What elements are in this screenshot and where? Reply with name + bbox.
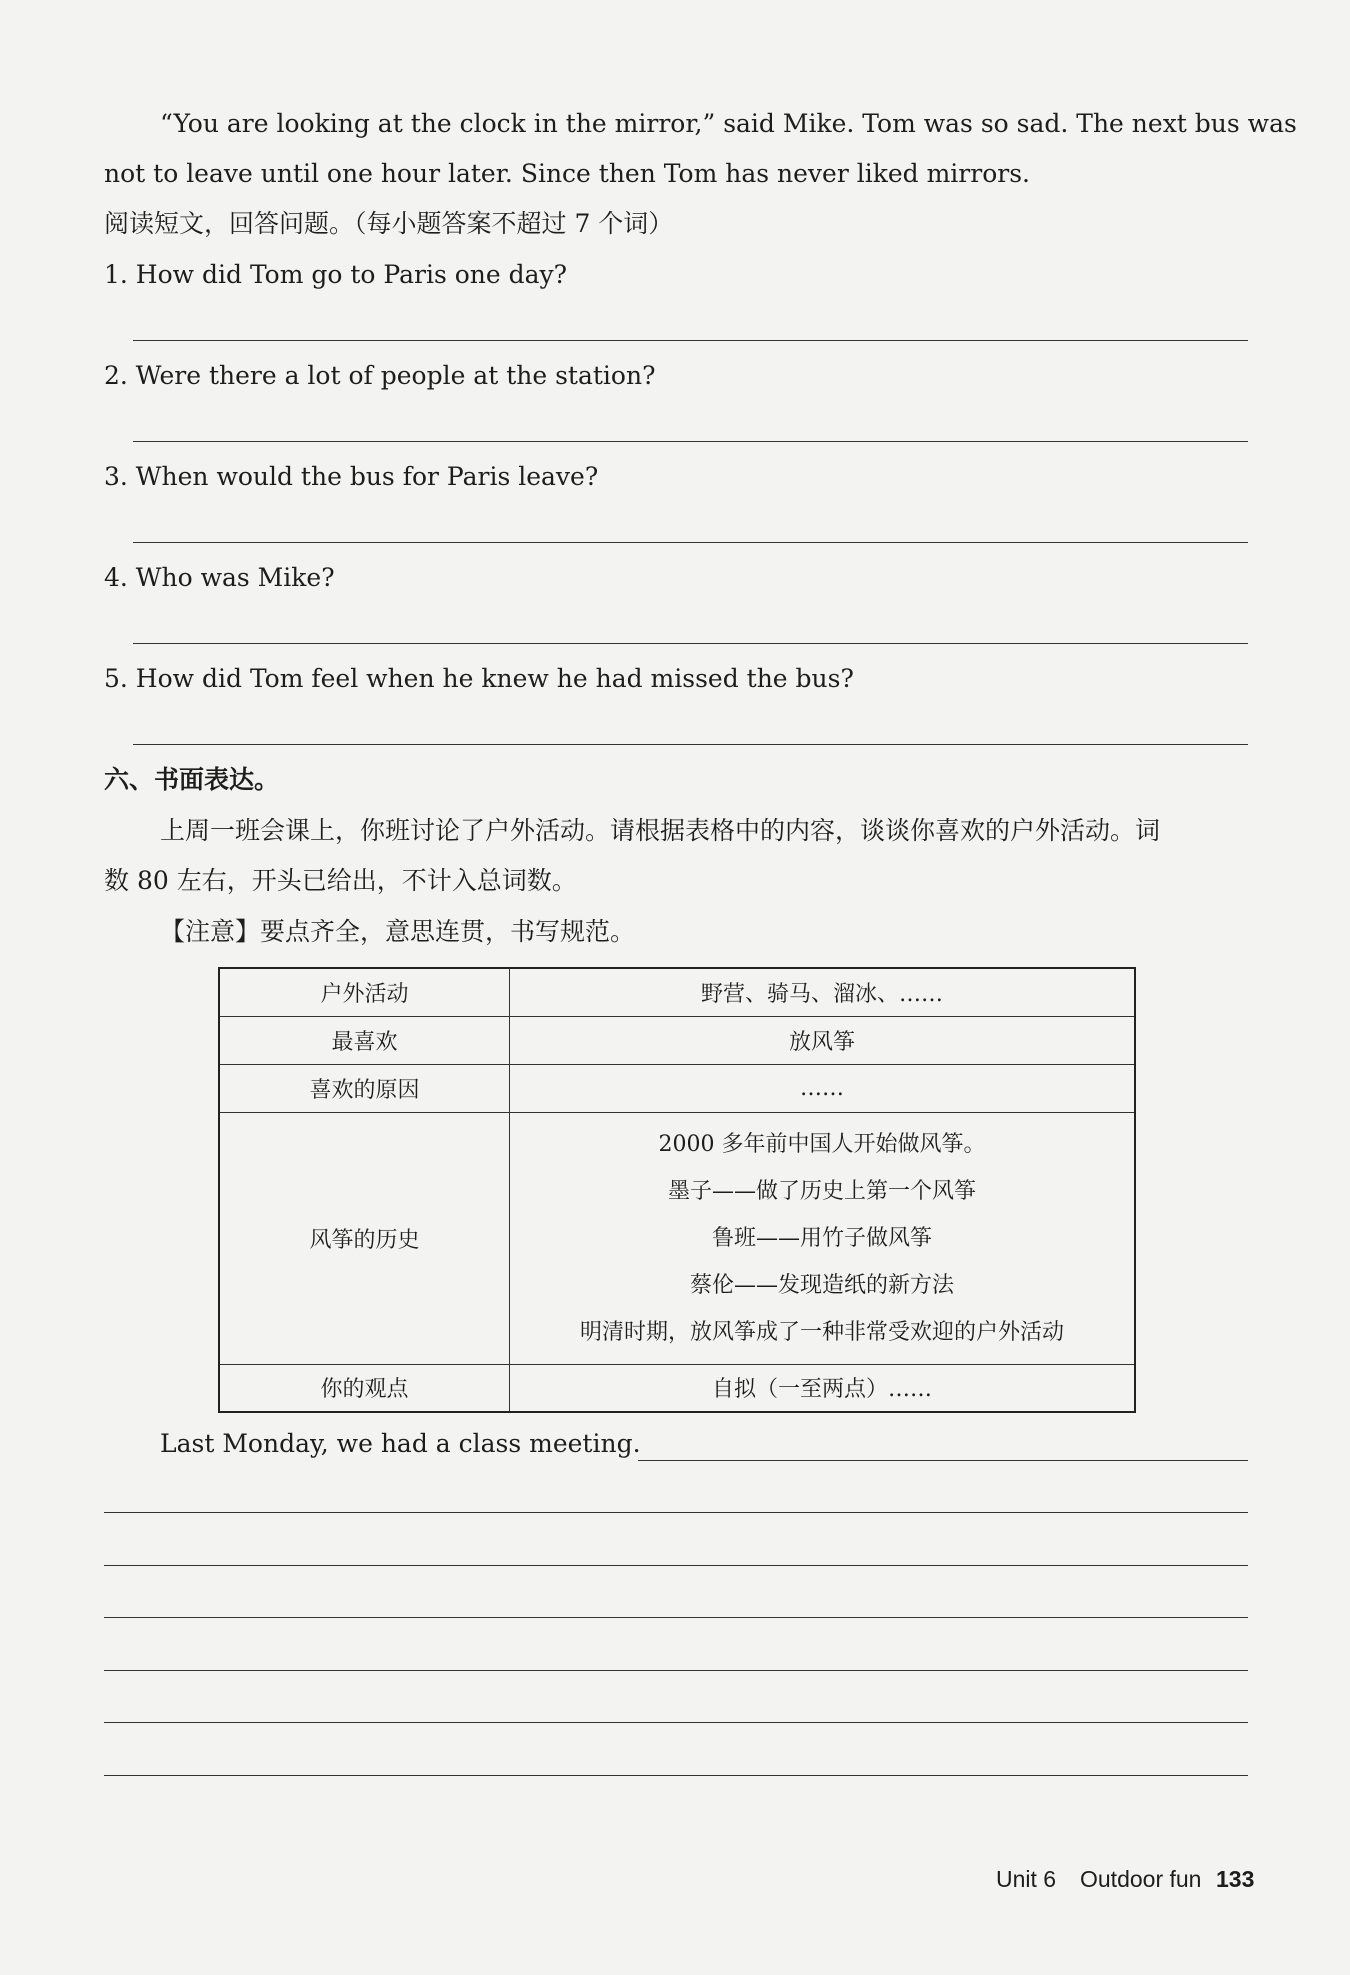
- table-row: [219, 1064, 1135, 1112]
- row-content: 放风筝: [510, 1016, 1136, 1064]
- footer-unit: Unit 6: [996, 1866, 1057, 1892]
- history-line: 明清时期，放风筝成了一种非常受欢迎的户外活动: [579, 1319, 1064, 1345]
- writing-line[interactable]: [104, 1722, 1248, 1723]
- answer-line-3[interactable]: [133, 542, 1248, 543]
- writing-line[interactable]: [104, 1565, 1248, 1566]
- row-label: 最喜欢: [219, 1016, 510, 1064]
- question-1: 1. How did Tom go to Paris one day?: [104, 260, 568, 289]
- outline-table: [218, 967, 1136, 1413]
- table-row: [219, 1016, 1135, 1064]
- writing-line[interactable]: [104, 1670, 1248, 1671]
- writing-note: 【注意】要点齐全，意思连贯，书写规范。: [160, 917, 636, 946]
- row-content: 自拟（一至两点）……: [510, 1364, 1136, 1412]
- passage-line-2: not to leave until one hour later. Since then Tom has never liked mirrors.: [104, 159, 1030, 188]
- row-label: 风筝的历史: [219, 1112, 510, 1364]
- essay-opening: Last Monday, we had a class meeting.: [160, 1429, 641, 1458]
- table-row: [219, 968, 1135, 1016]
- question-4: 4. Who was Mike?: [104, 563, 335, 592]
- table-row: [219, 1364, 1135, 1412]
- passage-line-1: “You are looking at the clock in the mirror,” said Mike. Tom was so sad. The next bus was: [160, 109, 1297, 138]
- footer-title: Outdoor fun: [1080, 1866, 1202, 1892]
- question-5: 5. How did Tom feel when he knew he had missed the bus?: [104, 664, 854, 693]
- answer-line-4[interactable]: [133, 643, 1248, 644]
- question-3: 3. When would the bus for Paris leave?: [104, 462, 599, 491]
- row-content: 野营、骑马、溜冰、……: [510, 968, 1136, 1016]
- history-line: 蔡伦——发现造纸的新方法: [689, 1272, 954, 1298]
- page-number: 133: [1216, 1866, 1255, 1892]
- answer-line-2[interactable]: [133, 441, 1248, 442]
- prompt-line-2: 数 80 左右，开头已给出，不计入总词数。: [104, 866, 577, 895]
- reading-instruction: 阅读短文，回答问题。（每小题答案不超过 7 个词）: [104, 209, 674, 238]
- writing-line[interactable]: [104, 1617, 1248, 1618]
- answer-line-5[interactable]: [133, 744, 1248, 745]
- writing-line[interactable]: [104, 1512, 1248, 1513]
- table-row: [219, 1112, 1135, 1364]
- row-label: 户外活动: [219, 968, 510, 1016]
- history-line: 2000 多年前中国人开始做风筝。: [658, 1131, 986, 1157]
- history-line: 墨子——做了历史上第一个风筝: [667, 1178, 976, 1204]
- row-content: ……: [510, 1064, 1136, 1112]
- question-2: 2. Were there a lot of people at the station?: [104, 361, 656, 390]
- history-line: 鲁班——用竹子做风筝: [711, 1225, 932, 1251]
- writing-line[interactable]: [104, 1775, 1248, 1776]
- kite-history-cell: [510, 1112, 1136, 1364]
- writing-line[interactable]: [638, 1460, 1248, 1461]
- answer-line-1[interactable]: [133, 340, 1248, 341]
- section-heading: 六、书面表达。: [104, 765, 280, 794]
- row-label: 喜欢的原因: [219, 1064, 510, 1112]
- row-label: 你的观点: [219, 1364, 510, 1412]
- prompt-line-1: 上周一班会课上，你班讨论了户外活动。请根据表格中的内容，谈谈你喜欢的户外活动。词: [160, 816, 1161, 845]
